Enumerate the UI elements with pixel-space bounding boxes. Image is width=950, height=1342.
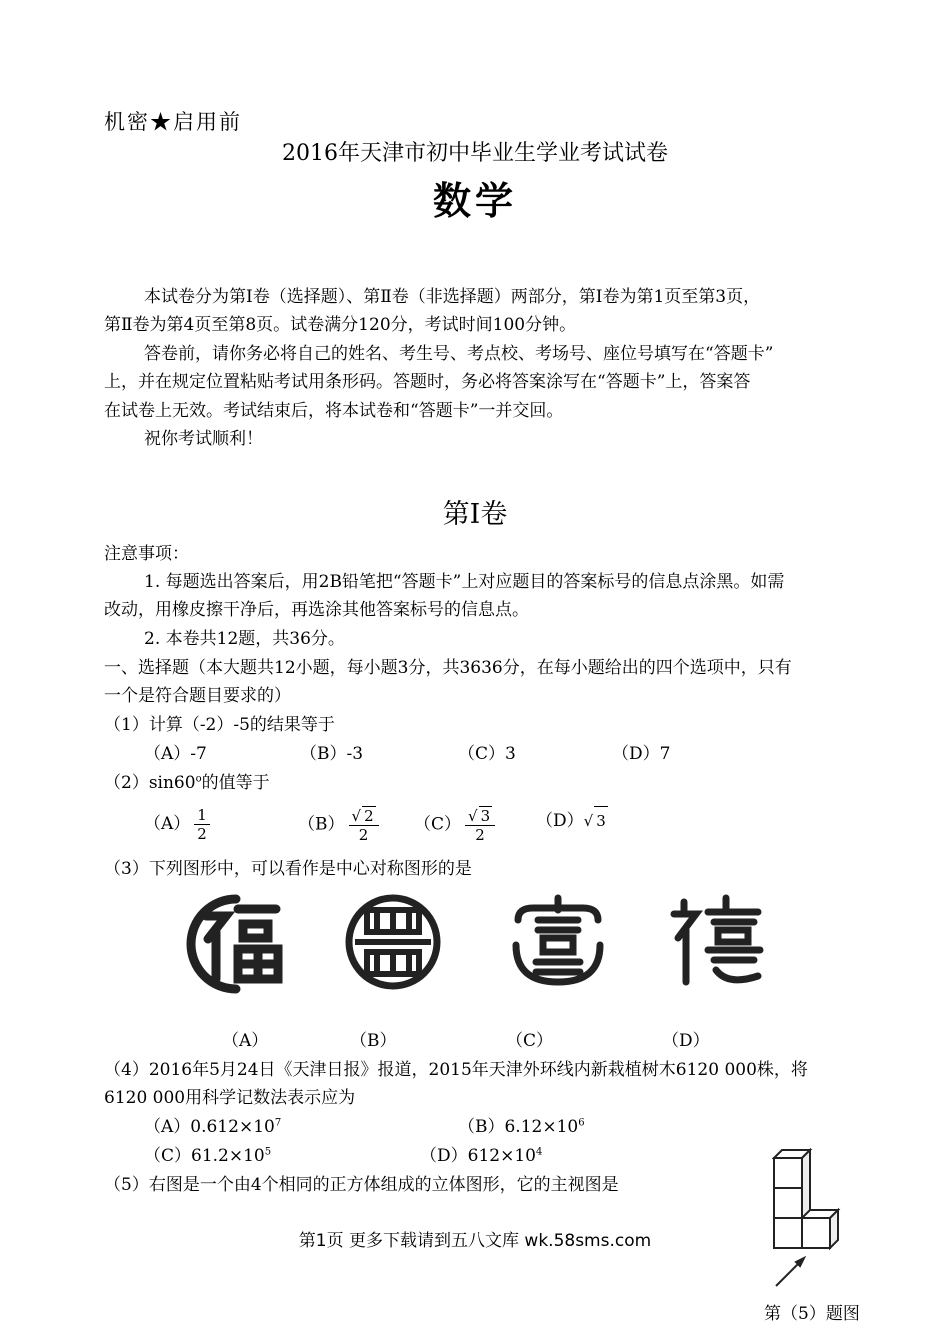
q4-option-c [144,1142,271,1170]
q2-option-b [298,806,379,844]
exam-title: 2016年天津市初中毕业生学业考试试卷 [282,141,668,166]
q3-label-a: （A） [222,1031,269,1051]
q3-seal-a-image [186,894,286,994]
q2-b-radicand: 2 [364,807,374,825]
q2-stem-post: 的值等于 [201,773,270,793]
q2-c-radicand: 3 [480,807,491,825]
q2-a-fraction [194,806,210,843]
q2-a-numerator: 1 [194,806,210,825]
q3-stem: （3）下列图形中，可以看作是中心对称图形的是 [104,859,472,879]
q2-d-radicand: 3 [594,806,608,835]
notes-item1-line2: 改动，用橡皮擦干净后，再选涂其他答案标号的信息点。 [104,600,529,620]
q5-cube-figure [764,1148,874,1298]
section-line2: 一个是符合题目要求的） [104,686,291,706]
q4-c-exp: 5 [264,1146,272,1158]
q2-c-fraction [465,806,495,844]
notes-item2: 2. 本卷共12题，共36分。 [144,629,345,649]
q2-d-label: （D） [536,811,584,831]
q1-option-d: （D）7 [612,744,671,764]
q4-a-label: （A）0.612×10 [144,1117,275,1137]
q5-stem: （5）右图是一个由4个相同的正方体组成的立体图形，它的主视图是 [104,1175,619,1195]
q3-seal-c-image [508,890,608,990]
q2-d-sqrt: √ 3 [584,812,608,830]
q4-b-label: （B）6.12×10 [458,1117,579,1137]
confidential-label: 机密★启用前 [104,110,242,134]
q3-seal-b-image [343,892,443,992]
q4-b-exp: 6 [578,1117,585,1129]
q2-a-denominator: 2 [197,825,207,843]
q2-option-a [144,806,210,843]
intro-para3: 祝你考试顺利！ [144,429,263,449]
notes-item1-line1: 1. 每题选出答案后，用2B铅笔把“答题卡”上对应题目的答案标号的信息点涂黑。如需 [144,572,785,592]
q1-option-b: （B）-3 [300,744,364,764]
q1-option-c: （C）3 [458,744,516,764]
intro-para2-line1: 答卷前，请你务必将自己的姓名、考生号、考点校、考场号、座位号填写在“答题卡” [144,344,774,364]
q4-line1: （4）2016年5月24日《天津日报》报道，2015年天津外环线内新栽植树木6120 000株，将 [104,1060,808,1080]
intro-para2-line2: 上，并在规定位置粘贴考试用条形码。答题时，务必将答案涂写在“答题卡”上，答案答 [104,372,751,392]
volume-title: 第Ⅰ卷 [442,499,508,530]
q3-label-d: （D） [662,1031,710,1051]
page-footer: 第1页 更多下载请到五八文库 wk.58sms.com [298,1231,652,1251]
q4-line2: 6120 000用科学记数法表示应为 [104,1088,356,1108]
q3-label-c: （C） [506,1031,554,1051]
q2-b-label: （B） [298,814,345,835]
q1-option-a: （A）-7 [144,744,207,764]
q2-b-denominator: 2 [358,826,369,844]
q4-option-b [458,1113,585,1141]
intro-para2-line3: 在试卷上无效。考试结束后，将本试卷和“答题卡”一并交回。 [104,401,564,421]
q4-c-label: （C）61.2×10 [144,1146,265,1166]
subject-title: 数学 [432,179,517,223]
q2-option-d [536,806,608,835]
intro-para1-line2: 第Ⅱ卷为第4页至第8页。试卷满分120分，考试时间100分钟。 [104,315,577,335]
q1-stem: （1）计算（-2）-5的结果等于 [104,715,335,735]
q4-a-exp: 7 [274,1117,282,1129]
q5-figure-caption: 第（5）题图 [764,1304,860,1324]
q2-stem-degree: o [195,773,202,785]
q3-seal-d-image [668,890,768,990]
q2-c-denominator: 2 [475,826,485,844]
q4-option-d [420,1142,542,1170]
q2-stem [104,769,270,797]
q2-c-numerator: √ 3 [465,806,495,826]
q2-b-fraction [349,806,379,844]
q4-d-exp: 4 [535,1146,543,1158]
section-line1: 一、选择题（本大题共12小题，每小题3分，共3636分，在每小题给出的四个选项中，只有 [104,658,792,678]
q4-option-a [144,1113,281,1141]
q2-option-c [414,806,495,844]
q2-c-label: （C） [414,814,462,835]
q2-stem-pre: （2）sin60 [104,773,196,793]
q2-a-label: （A） [144,814,191,834]
q2-b-numerator: √ 2 [349,806,379,826]
q4-d-label: （D）612×10 [420,1146,536,1166]
q3-label-b: （B） [350,1031,397,1051]
notes-heading: 注意事项： [104,544,189,564]
intro-para1-line1: 本试卷分为第Ⅰ卷（选择题）、第Ⅱ卷（非选择题）两部分，第Ⅰ卷为第1页至第3页， [144,287,761,307]
